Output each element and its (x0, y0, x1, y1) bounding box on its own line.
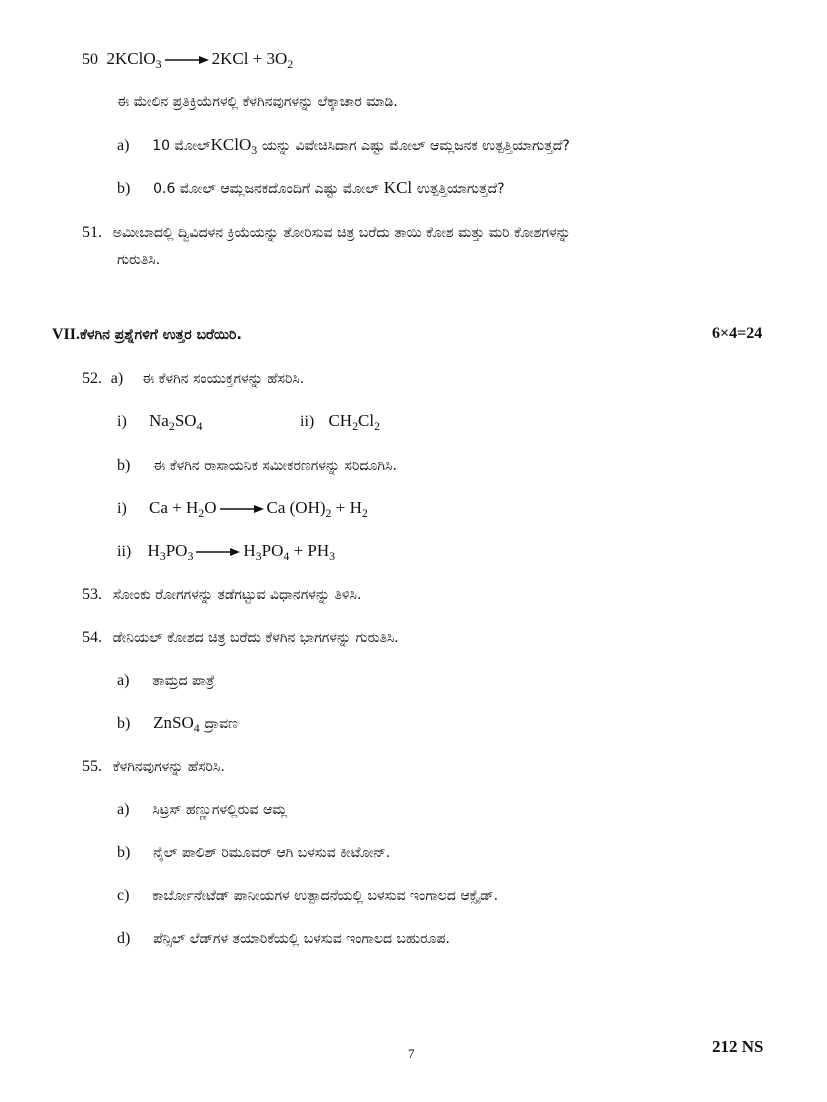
q55-part-b (117, 841, 390, 864)
q52-b-text: ಈ ಕೆಳಗಿನ ರಾಸಾಯನಿಕ ಸಮೀಕರಣಗಳನ್ನು ಸರಿದೂಗಿಸಿ. (153, 458, 397, 474)
option-label: b) (117, 844, 131, 861)
option-label: c) (117, 887, 130, 904)
q54 (82, 626, 399, 649)
option-label: b) (117, 715, 131, 732)
q50-a-post: ಯನ್ನು ವಿವೇಚಿಸಿದಾಗ ಎಷ್ಟು ಮೋಲ್ ಆಮ್ಲಜನಕ ಉತ್ಪತ್ತಿಯಾಗುತ್ತದೆ? (261, 138, 570, 154)
question-number: 52. (82, 370, 102, 387)
q55 (82, 755, 225, 778)
q52-part-b (117, 454, 397, 477)
paper-code: 212 NS (712, 1037, 764, 1056)
q51-line1 (82, 221, 571, 244)
q55-b-text: ನೈಲ್ ಪಾಲಿಶ್ ರಿಮೂವರ್ ಆಗಿ ಬಳಸುವ ಕೀಟೋನ್. (153, 845, 391, 861)
q52-a-i: i) $Na_2SO_4$ (117, 411, 203, 434)
section-marks: 6×4=24 (712, 325, 763, 342)
option-label: ii) (300, 413, 315, 430)
option-label: a) (117, 801, 130, 818)
option-label: b) (117, 180, 131, 197)
option-label: b) (117, 457, 131, 474)
q52-part-a (82, 367, 304, 390)
question-number: 51. (82, 224, 102, 241)
option-label: i) (117, 500, 127, 517)
q52-b-ii: ii) $H_3PO_3$ $H_3PO_4 + PH_3$ (117, 541, 336, 564)
q50-b-post: ಉತ್ಪತ್ತಿಯಾಗುತ್ತದೆ? (416, 181, 505, 197)
q55-part-c (117, 884, 498, 907)
q54-part-b: b) ZnSO$_4$ ದ್ರಾವಣ (117, 713, 238, 736)
option-label: a) (110, 370, 124, 387)
option-label: a) (117, 672, 130, 689)
q54-text: ಡೇನಿಯಲ್ ಕೋಶದ ಚಿತ್ರ ಬರೆದು ಕೆಳಗಿನ ಭಾಗಗಳನ್ನು ಗುರುತಿಸಿ. (112, 630, 399, 646)
q54-b-text: ದ್ರಾವಣ (204, 716, 238, 732)
q51-line2: ಗುರುತಿಸಿ. (117, 252, 161, 268)
q53 (82, 583, 361, 606)
q55-part-d (117, 927, 450, 950)
arrow-icon (220, 504, 264, 514)
question-number: 54. (82, 629, 102, 646)
section-title: ಕೆಳಗಿನ ಪ್ರಶ್ನೆಗಳಿಗೆ ಉತ್ತರ ಬರೆಯಿರಿ. (80, 327, 242, 343)
q55-text: ಕೆಳಗಿನವುಗಳನ್ನು ಹೆಸರಿಸಿ. (112, 759, 225, 775)
option-label: i) (117, 413, 127, 430)
section-numeral: VII. (52, 326, 81, 343)
q50-part-b (117, 177, 505, 200)
option-label: ii) (117, 543, 132, 560)
question-number: 55. (82, 758, 102, 775)
option-label: a) (117, 137, 130, 154)
option-label: d) (117, 930, 131, 947)
section-heading (52, 323, 242, 346)
page-number: 7 (408, 1046, 415, 1061)
q54-a-text: ತಾಮ್ರದ ಪಾತ್ರೆ (152, 673, 215, 689)
q50-intro: ಈ ಮೇಲಿನ ಪ್ರತಿಕ್ರಿಯೆಗಳಲ್ಲಿ ಕೆಳಗಿನವುಗಳನ್ನು ಲೆಕ್ಕಾಚಾರ ಮಾಡಿ. (117, 94, 398, 110)
q50-equation: 50 2KClO$_3$ $2KCl + 3O_2$ (82, 49, 294, 72)
q55-d-text: ಪೆನ್ಸಿಲ್ ಲೆಡ್‌ಗಳ ತಯಾರಿಕೆಯಲ್ಲಿ ಬಳಸುವ ಇಂಗಾಲದ ಬಹುರೂಪ. (153, 931, 450, 947)
q55-part-a (117, 798, 287, 821)
q52-a-ii: ii) $CH_2Cl_2$ (300, 411, 381, 434)
question-number: 50 (82, 51, 98, 68)
q51-text: ಅಮೀಬಾದಲ್ಲಿ ದ್ವಿವಿದಳನ ಕ್ರಿಯೆಯನ್ನು ತೋರಿಸುವ ಚಿತ್ರ ಬರೆದು ತಾಯಿ ಕೋಶ ಮತ್ತು ಮರಿ ಕೋಶಗಳನ್ನು (112, 225, 571, 241)
q54-part-a (117, 669, 215, 692)
arrow-icon (196, 547, 240, 557)
q50-b-pre: 0.6 ಮೋಲ್ ಆಮ್ಲಜನಕದೊಂದಿಗೆ ಎಷ್ಟು ಮೋಲ್ (153, 181, 380, 197)
q55-a-text: ಸಿಟ್ರಸ್ ಹಣ್ಣುಗಳಲ್ಲಿರುವ ಆಮ್ಲ (152, 802, 288, 818)
q50-a-pre: 10 ಮೋಲ್ (152, 138, 211, 154)
q53-text: ಸೋಂಕು ರೋಗಗಳನ್ನು ತಡೆಗಟ್ಟುವ ವಿಧಾನಗಳನ್ನು ತಿಳಿಸಿ. (112, 587, 362, 603)
q50-part-a: a) 10 ಮೋಲ್KClO$_3$ ಯನ್ನು ವಿವೇಚಿಸಿದಾಗ ಎಷ್ಟು ಮೋಲ್ ಆಮ್ಲಜನಕ ಉತ್ಪತ್ತಿಯಾಗುತ್ತದೆ? (117, 135, 570, 158)
question-number: 53. (82, 586, 102, 603)
q55-c-text: ಕಾರ್ಬೋನೇಟೆಡ್ ಪಾನೀಯಗಳ ಉತ್ಪಾದನೆಯಲ್ಲಿ ಬಳಸುವ ಇಂಗಾಲದ ಆಕ್ಸೈಡ್. (152, 888, 499, 904)
q52-a-text: ಈ ಕೆಳಗಿನ ಸಂಯುಕ್ತಗಳನ್ನು ಹೆಸರಿಸಿ. (142, 371, 305, 387)
q50-b-kcl: KCl (383, 178, 413, 197)
q52-b-i: i) $Ca + H_2O$ Ca $(OH)_2 + H_2$ (117, 498, 368, 521)
arrow-icon (165, 55, 209, 65)
